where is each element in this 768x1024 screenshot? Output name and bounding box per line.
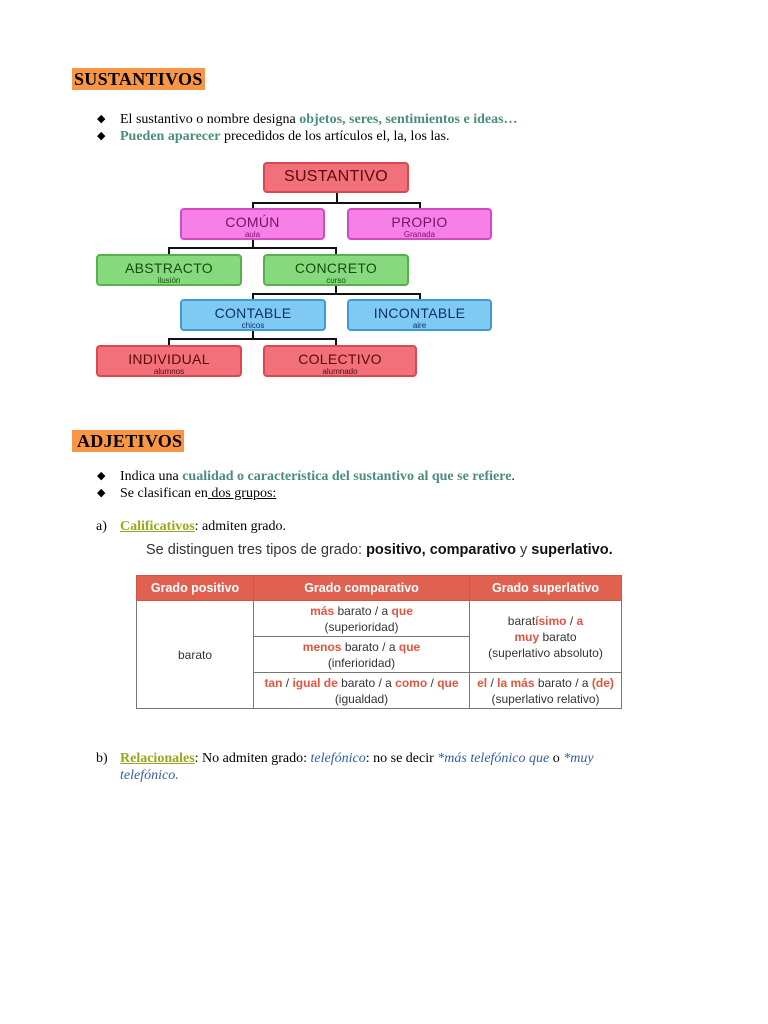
node-comun [180,208,325,240]
node-label: SUSTANTIVO [283,168,389,185]
hl: tan [264,675,283,690]
item-b [96,750,108,767]
hl: a [576,613,584,628]
hl: menos [302,639,342,654]
hl: como [395,675,428,690]
node-label: ABSTRACTO [124,260,213,276]
hl: ísimo [535,613,567,628]
text: Se distinguen tres tipos de grado: [146,542,367,558]
node-label: COLECTIVO [298,351,382,367]
hl: más [310,603,335,618]
node-concreto [263,254,409,286]
text: : admiten grado. [194,519,287,534]
item-a-text [120,518,286,535]
underlined-text: dos grupos: [207,486,277,501]
text: barato / a [534,675,592,690]
column-header: Grado positivo [137,576,254,601]
cell-superlativo-absoluto [470,601,622,673]
text: : no se decir [365,751,438,766]
list-item [96,468,515,485]
bold-text: positivo, comparativo [366,542,516,558]
highlight-text: cualidad o característica del sustantivo al que se refiere [182,469,512,484]
bold-text: superlativo. [531,542,613,558]
node-sustantivo [263,162,409,193]
text: : No admiten grado: [194,751,311,766]
text: / [487,675,498,690]
hl: que [391,603,413,618]
node-label: CONCRETO [294,260,378,276]
cell-positivo: barato [137,601,254,709]
connector-line [252,202,420,204]
node-abstracto [96,254,242,286]
text: (superlativo relativo) [491,691,600,706]
heading-sustantivos: SUSTANTIVOS [74,69,203,89]
node-label: INCONTABLE [373,305,466,321]
item-b-text [120,750,660,784]
item-marker: a) [96,519,107,534]
node-label: CONTABLE [214,305,292,321]
grade-subtitle [146,542,613,558]
example-text: telefónico. [120,768,179,783]
node-contable [180,299,326,331]
connector-line [168,338,336,340]
column-header: Grado comparativo [254,576,470,601]
sustantivos-bullets [96,111,518,145]
diamond-bullet-icon: ◆ [97,130,106,142]
column-header: Grado superlativo [470,576,622,601]
text: (superlativo absoluto) [488,645,603,660]
diamond-bullet-icon: ◆ [97,113,106,125]
text: . [511,469,515,484]
hl: la más [497,675,535,690]
highlight-text: Pueden aparecer [120,129,221,144]
table-header-row [137,576,622,601]
text: / [427,675,438,690]
node-label: PROPIO [391,214,448,230]
node-example: alumnado [322,367,358,376]
highlight-text: objetos, seres, sentimientos e ideas… [299,112,518,127]
adjetivos-bullets [96,468,515,502]
node-example: alumnos [153,367,185,376]
node-label: COMÚN [225,214,280,230]
node-example: curso [326,276,346,285]
connector-line [252,293,420,295]
text: Se clasifican en [120,486,208,501]
list-item [96,111,518,128]
node-label: INDIVIDUAL [128,351,210,367]
grade-table [136,575,622,709]
list-item [96,128,518,145]
text: barat [507,613,536,628]
text: barato / a [341,639,399,654]
hl: el [477,675,488,690]
item-marker: b) [96,751,108,766]
text: barato / a [334,603,392,618]
hl: que [398,639,421,654]
node-colectivo [263,345,417,377]
term-calificativos: Calificativos [120,519,195,534]
hl: igual de [292,675,338,690]
text: barato / a [337,675,396,690]
text: / [282,675,293,690]
node-propio [347,208,492,240]
text: Indica una [120,469,183,484]
diamond-bullet-icon: ◆ [97,470,106,482]
node-example: Granada [403,230,436,239]
text: o [549,751,564,766]
text: El sustantivo o nombre designa [120,112,300,127]
hl: (de) [591,675,614,690]
text: barato [539,629,577,644]
text: precedidos de los artículos el, la, los las. [220,129,450,144]
list-item [96,485,515,502]
node-individual [96,345,242,377]
node-incontable [347,299,492,331]
example-text: telefónico [310,751,366,766]
text: (igualdad) [334,691,389,706]
cell-comp-superioridad [254,601,470,637]
table-row [137,601,622,637]
heading-adjetivos: ADJETIVOS [72,430,184,452]
example-text: *muy [563,751,594,766]
text: y [515,542,532,558]
node-example: aire [412,321,427,330]
hl: que [437,675,459,690]
item-a [96,518,107,535]
cell-comp-igualdad [254,673,470,709]
term-relacionales: Relacionales [120,751,195,766]
connector-line [168,247,336,249]
node-example: ilusión [157,276,181,285]
diamond-bullet-icon: ◆ [97,487,106,499]
node-example: aula [244,230,261,239]
hl: muy [514,629,540,644]
text: (superioridad) [324,619,399,634]
text: / [566,613,577,628]
cell-comp-inferioridad [254,637,470,673]
text: (inferioridad) [327,655,396,670]
cell-superlativo-relativo [470,673,622,709]
node-example: chicos [241,321,265,330]
example-text: *más telefónico que [437,751,550,766]
